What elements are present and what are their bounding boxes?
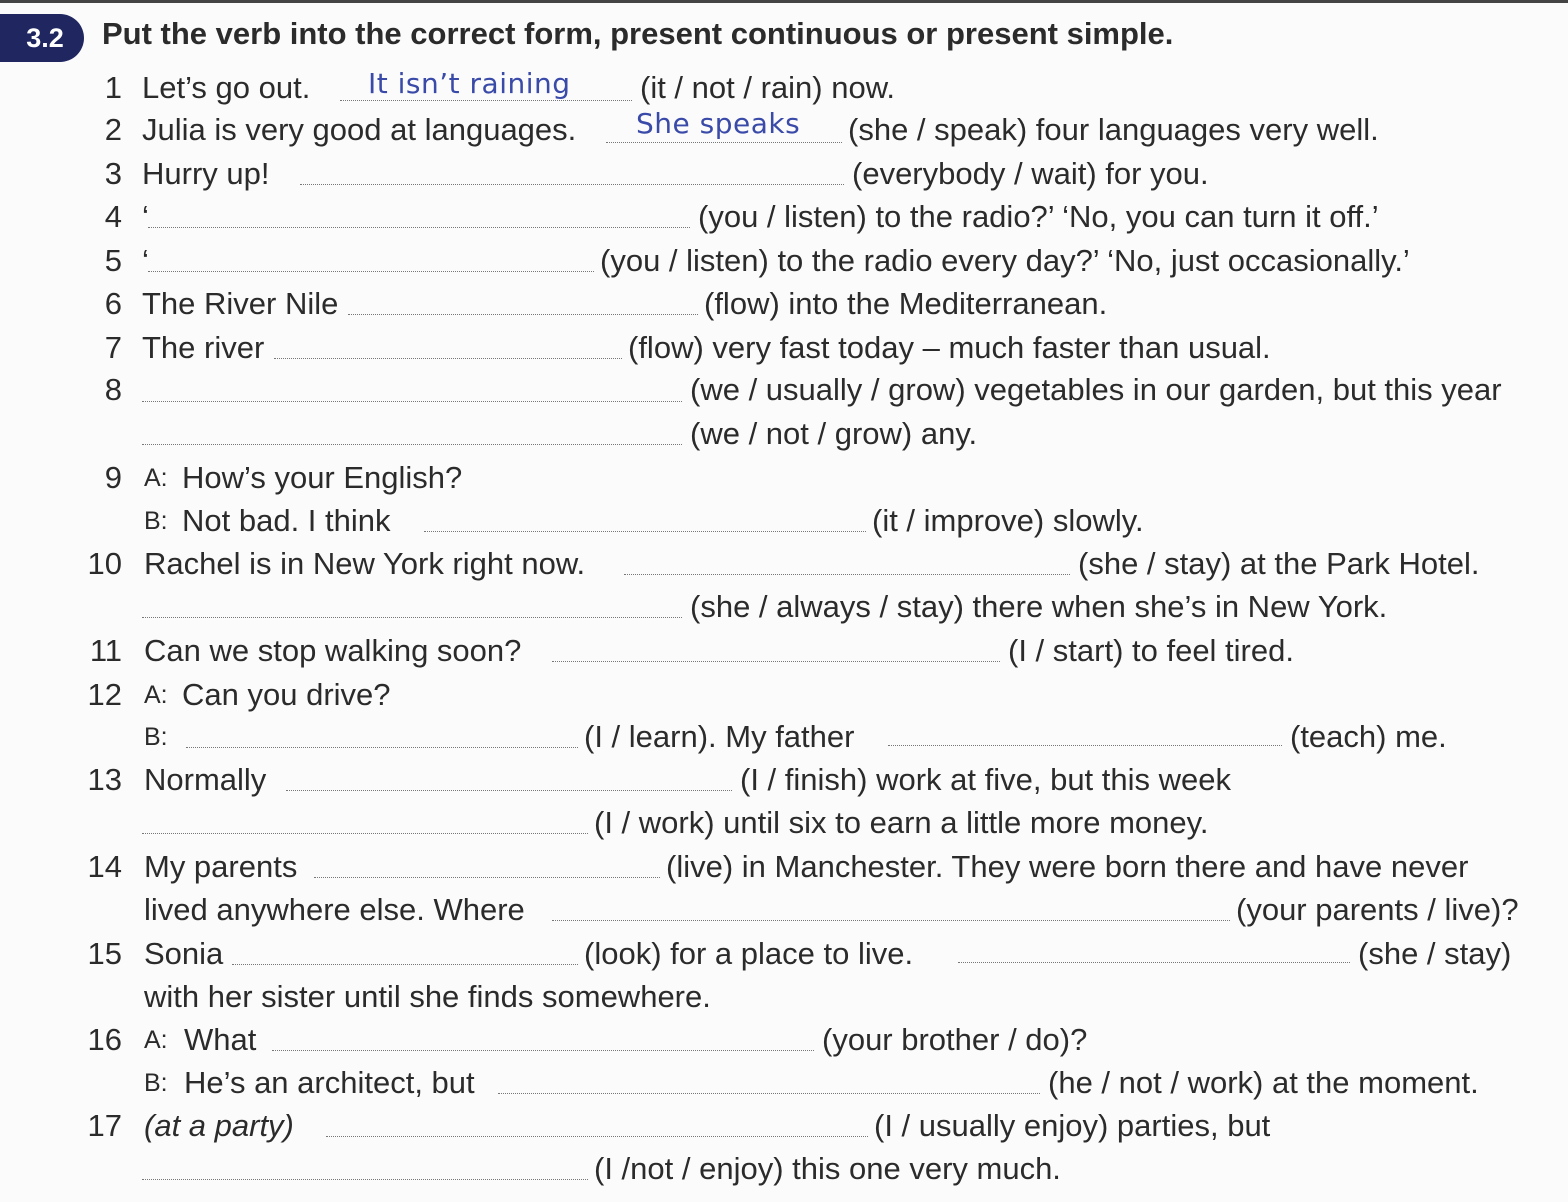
item-number: 5 (104, 243, 122, 278)
verb-prompt: (look) for a place to live. (584, 936, 914, 971)
item-number: 3 (104, 156, 122, 191)
answer-blank[interactable] (300, 184, 844, 185)
verb-prompt: (I / start) to feel tired. (1008, 633, 1294, 668)
verb-prompt: (she / stay) at the Park Hotel. (1078, 546, 1480, 581)
verb-prompt: (she / always / stay) there when she’s in New York. (690, 589, 1388, 624)
speaker-b-label: B: (144, 1069, 168, 1097)
exercise-item-14 (0, 845, 1568, 889)
answer-blank[interactable] (424, 531, 866, 532)
verb-prompt: (I / finish) work at five, but this week (740, 762, 1232, 797)
exercise-item-7 (0, 326, 1568, 370)
item-text: Julia is very good at languages. (142, 112, 577, 147)
item-number: 13 (87, 762, 122, 797)
item-number: 10 (87, 546, 122, 581)
speaker-a-label: A: (144, 1026, 168, 1054)
exercise-item-16 (0, 1018, 1568, 1062)
answer-blank[interactable] (958, 962, 1350, 963)
speaker-a-label: A: (144, 464, 168, 492)
item-number: 9 (104, 460, 122, 495)
verb-prompt: (everybody / wait) for you. (852, 156, 1209, 191)
answer-blank[interactable] (142, 833, 588, 834)
verb-prompt: (I / learn). My father (584, 719, 855, 754)
answer-blank[interactable] (186, 747, 578, 748)
answer-blank[interactable] (552, 920, 1230, 921)
verb-prompt: (your brother / do)? (822, 1022, 1088, 1057)
answer-blank[interactable] (142, 444, 682, 445)
item-text: My parents (144, 849, 298, 884)
item-text: with her sister until she finds somewhere. (144, 979, 711, 1014)
item-number: 16 (87, 1022, 122, 1057)
item-text: lived anywhere else. Where (144, 892, 525, 927)
answer-blank[interactable] (142, 617, 682, 618)
verb-prompt: (I / usually enjoy) parties, but (874, 1108, 1271, 1143)
verb-prompt: (it / improve) slowly. (872, 503, 1144, 538)
verb-prompt: (teach) me. (1290, 719, 1447, 754)
exercise-item-12-line-2 (0, 715, 1568, 759)
exercise-item-17-line-2 (0, 1147, 1568, 1191)
item-text: Rachel is in New York right now. (144, 546, 586, 581)
exercise-item-10 (0, 542, 1568, 586)
exercise-item-2 (0, 108, 1568, 152)
item-number: 15 (87, 936, 122, 971)
answer-blank[interactable] (498, 1093, 1040, 1094)
verb-prompt: (your parents / live)? (1236, 892, 1519, 927)
verb-prompt: (we / usually / grow) vegetables in our garden, but this year (690, 372, 1502, 407)
verb-prompt: (I / work) until six to earn a little more money. (594, 805, 1209, 840)
item-text: The River Nile (142, 286, 339, 321)
item-number: 11 (89, 633, 122, 668)
item-text: Can you drive? (182, 677, 391, 712)
answer-blank[interactable] (326, 1136, 868, 1137)
answer-blank[interactable] (624, 574, 1070, 575)
verb-prompt: (you / listen) to the radio every day?’ ‘No, just occasionally.’ (600, 243, 1410, 278)
answer-blank[interactable] (232, 964, 578, 965)
answer-blank[interactable] (142, 1179, 588, 1180)
item-text: Hurry up! (142, 156, 270, 191)
opening-quote: ‘ (142, 243, 149, 278)
answer-blank[interactable] (348, 314, 698, 315)
exercise-item-9 (0, 456, 1568, 500)
item-number: 8 (104, 372, 122, 407)
item-number: 17 (87, 1108, 122, 1143)
opening-quote: ‘ (142, 199, 149, 234)
exercise-item-8 (0, 368, 1568, 412)
exercise-item-6 (0, 282, 1568, 326)
answer-blank[interactable] (142, 401, 682, 402)
item-text: What (184, 1022, 257, 1057)
verb-prompt: (he / not / work) at the moment. (1048, 1065, 1479, 1100)
speaker-b-label: B: (144, 507, 168, 535)
answer-blank[interactable] (314, 877, 660, 878)
answer-blank[interactable] (552, 661, 1000, 662)
item-number: 12 (87, 677, 122, 712)
verb-prompt: (flow) into the Mediterranean. (704, 286, 1108, 321)
item-number: 6 (104, 286, 122, 321)
exercise-item-8-line-2 (0, 412, 1568, 456)
exercise-item-12 (0, 673, 1568, 717)
verb-prompt: (she / speak) four languages very well. (848, 112, 1379, 147)
item-text: Sonia (144, 936, 224, 971)
exercise-item-13 (0, 758, 1568, 802)
exercise-number-badge: 3.2 (0, 14, 84, 62)
verb-prompt: (you / listen) to the radio?’ ‘No, you can turn it off.’ (698, 199, 1379, 234)
exercise-item-16-line-2 (0, 1061, 1568, 1105)
item-number: 14 (87, 849, 122, 884)
exercise-item-13-line-2 (0, 801, 1568, 845)
handwritten-answer: She speaks (636, 107, 801, 140)
verb-prompt: (live) in Manchester. They were born there and have never (666, 849, 1469, 884)
answer-blank[interactable] (888, 745, 1282, 746)
answer-blank[interactable] (148, 227, 690, 228)
speaker-b-label: B: (144, 723, 168, 751)
verb-prompt: (I /not / enjoy) this one very much. (594, 1151, 1061, 1186)
answer-blank[interactable] (272, 1050, 814, 1051)
answer-blank[interactable] (286, 790, 732, 791)
answer-blank[interactable] (274, 358, 622, 359)
exercise-item-5 (0, 239, 1568, 283)
exercise-item-4 (0, 195, 1568, 239)
top-rule (0, 0, 1568, 3)
exercise-item-3 (0, 152, 1568, 196)
exercise-item-15-line-2 (0, 975, 1568, 1019)
verb-prompt: (flow) very fast today – much faster than usual. (628, 330, 1271, 365)
item-text: Normally (144, 762, 267, 797)
handwritten-answer: It isn’t raining (368, 67, 571, 100)
answer-blank[interactable] (148, 271, 594, 272)
item-text: Not bad. I think (182, 503, 391, 538)
exercise-item-17 (0, 1104, 1568, 1148)
item-text: How’s your English? (182, 460, 463, 495)
exercise-item-9-line-2 (0, 499, 1568, 543)
item-number: 7 (104, 330, 122, 365)
item-text: Can we stop walking soon? (144, 633, 522, 668)
exercise-item-11 (0, 629, 1568, 673)
speaker-a-label: A: (144, 681, 168, 709)
verb-prompt: (it / not / rain) now. (640, 70, 895, 105)
item-text: The river (142, 330, 265, 365)
item-context: (at a party) (144, 1108, 294, 1143)
exercise-instruction: Put the verb into the correct form, present continuous or present simple. (102, 16, 1174, 51)
exercise-item-15 (0, 932, 1568, 976)
verb-prompt: (she / stay) (1358, 936, 1512, 971)
item-number: 2 (104, 112, 122, 147)
item-number: 4 (104, 199, 122, 234)
verb-prompt: (we / not / grow) any. (690, 416, 978, 451)
exercise-item-10-line-2 (0, 585, 1568, 629)
item-number: 1 (104, 70, 122, 105)
item-text: He’s an architect, but (184, 1065, 475, 1100)
exercise-item-14-line-2 (0, 888, 1568, 932)
item-text: Let’s go out. (142, 70, 311, 105)
